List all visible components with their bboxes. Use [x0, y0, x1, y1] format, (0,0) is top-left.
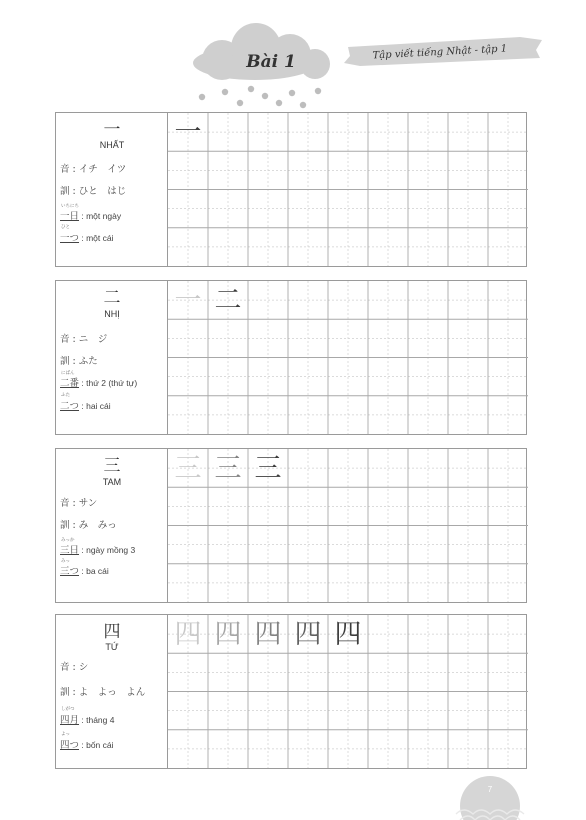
- kanji-block-2: [55, 280, 527, 435]
- example-1-meaning: : tháng 4: [79, 715, 115, 725]
- example-1: [60, 208, 121, 222]
- kanji-info-panel: [56, 281, 168, 434]
- example-2-meaning: : bốn cái: [79, 740, 114, 750]
- stroke-order-sample: 三: [254, 452, 282, 484]
- example-2: [60, 737, 114, 751]
- example-2-meaning: : hai cái: [79, 401, 111, 411]
- sino-vietnamese-reading: TAM: [102, 477, 122, 487]
- example-2-word: 四つ: [60, 740, 80, 751]
- example-1-furigana: にばん: [61, 371, 75, 376]
- example-2: [60, 230, 114, 244]
- kanji-info-panel: [56, 615, 168, 768]
- example-2-furigana: よっ: [61, 732, 70, 737]
- example-2-furigana: みっ: [61, 559, 70, 564]
- sino-vietnamese-reading: TỨ: [105, 642, 119, 652]
- onyomi-line: 音 : サン: [60, 498, 98, 509]
- example-1-furigana: いちにち: [61, 204, 79, 209]
- book-title: Tập viết tiếng Nhật - tập 1: [372, 43, 508, 62]
- stroke-order-sample: 四: [294, 618, 322, 650]
- kanji-block-1: [55, 112, 527, 267]
- stroke-order-sample: 三: [174, 452, 202, 484]
- stroke-order-sample: 三: [214, 452, 242, 484]
- stroke-order-sample: 一: [174, 284, 202, 316]
- example-1-word: 三日: [60, 545, 80, 556]
- kanji-character: 三: [103, 456, 121, 476]
- kanji-character: 四: [103, 622, 121, 642]
- practice-grid[interactable]: [168, 113, 526, 266]
- example-2: [60, 563, 109, 577]
- example-1-meaning: : một ngày: [79, 211, 122, 221]
- kunyomi-line: 訓 : ふた: [60, 356, 98, 367]
- example-1-furigana: しがつ: [61, 707, 75, 712]
- stroke-order-sample: 四: [214, 618, 242, 650]
- page-number-badge: [450, 768, 530, 820]
- example-1-word: 一日: [60, 211, 80, 222]
- example-1-word: 四月: [60, 715, 80, 726]
- practice-grid[interactable]: [168, 281, 526, 434]
- stroke-order-sample: 四: [254, 618, 282, 650]
- onyomi-line: 音 : ニ ジ: [60, 334, 108, 345]
- kunyomi-line: 訓 : ひと はじ: [60, 186, 127, 197]
- example-2-furigana: ひと: [61, 225, 70, 230]
- example-2-word: 三つ: [60, 566, 80, 577]
- rain-dots: [199, 86, 321, 108]
- example-1-meaning: : thứ 2 (thứ tự): [79, 378, 138, 388]
- page-number: 7: [487, 785, 493, 794]
- example-1-furigana: みっか: [61, 538, 75, 543]
- onyomi-line: 音 : イチ イツ: [60, 164, 127, 175]
- example-2-word: 二つ: [60, 401, 80, 412]
- stroke-order-sample: 二: [214, 284, 242, 316]
- example-2: [60, 398, 111, 412]
- kanji-info-panel: [56, 449, 168, 602]
- example-2-meaning: : một cái: [79, 233, 114, 243]
- lesson-title: Bài 1: [246, 52, 296, 72]
- example-1-meaning: : ngày mồng 3: [79, 545, 136, 555]
- stroke-order-sample: 四: [174, 618, 202, 650]
- kunyomi-line: 訓 : よ よっ よん: [60, 687, 146, 698]
- sino-vietnamese-reading: NHẤT: [99, 140, 125, 150]
- example-2-meaning: : ba cái: [79, 566, 109, 576]
- stroke-order-sample: 四: [334, 618, 362, 650]
- grid-lines: [168, 113, 528, 266]
- example-1: [60, 712, 114, 726]
- kanji-character: 二: [103, 288, 121, 308]
- example-2-word: 一つ: [60, 233, 80, 244]
- stroke-order-sample: 一: [174, 116, 202, 148]
- practice-grid[interactable]: [168, 449, 526, 602]
- kanji-info-panel: [56, 113, 168, 266]
- example-2-furigana: ふた: [61, 393, 70, 398]
- practice-grid[interactable]: [168, 615, 526, 768]
- sino-vietnamese-reading: NHỊ: [104, 309, 120, 319]
- kanji-block-4: [55, 614, 527, 769]
- onyomi-line: 音 : シ: [60, 662, 89, 673]
- example-1: [60, 375, 137, 389]
- kunyomi-line: 訓 : み みっ: [60, 520, 117, 531]
- example-1-word: 二番: [60, 378, 80, 389]
- kanji-block-3: [55, 448, 527, 603]
- example-1: [60, 542, 135, 556]
- page-header: [0, 0, 586, 112]
- kanji-character: 一: [103, 120, 121, 140]
